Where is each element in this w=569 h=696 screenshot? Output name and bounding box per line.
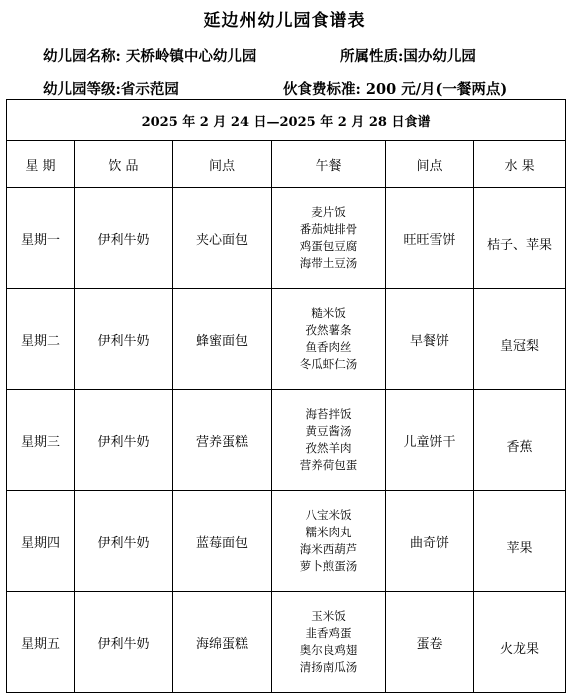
kindergarten-name-label: 幼儿园名称: [43,48,121,65]
lunch-item: 冬瓜虾仁汤 [299,357,358,371]
lunch-item: 海带土豆汤 [299,256,358,270]
fruit-cell [474,491,566,592]
snack1-cell: 蜂蜜面包 [173,289,272,390]
kindergarten-level-label: 幼儿园等级: [43,81,121,98]
lunch-item: 孜然薯条 [305,323,352,337]
kindergarten-level-line [43,78,179,99]
header-snack-morning: 间点 [173,141,272,188]
meal-fee-value: 200 元/月(一餐两点) [365,81,508,98]
fruit-cell [474,390,566,491]
day-cell: 星期四 [7,491,75,592]
menu-table [6,99,566,693]
caption-row [7,100,566,141]
lunch-item: 海米西葫芦 [299,542,358,556]
drink-cell: 伊利牛奶 [75,592,173,693]
fruit-cell [474,592,566,693]
kindergarten-name-value: 天桥岭镇中心幼儿园 [125,48,257,65]
table-row [7,188,566,289]
header-drink: 饮 品 [75,141,173,188]
day-cell: 星期二 [7,289,75,390]
lunch-item: 韭香鸡蛋 [305,626,352,640]
header-lunch: 午餐 [272,141,386,188]
meal-fee-label: 伙食费标准: [283,81,361,98]
lunch-cell [272,491,386,592]
day-cell: 星期三 [7,390,75,491]
fruit-cell [474,289,566,390]
lunch-item: 奥尔良鸡翅 [299,643,358,657]
lunch-item: 糯米肉丸 [305,525,352,539]
document-title: 延边州幼儿园食谱表 [203,11,366,31]
snack1-cell: 夹心面包 [173,188,272,289]
drink-cell: 伊利牛奶 [75,491,173,592]
lunch-item: 玉米饭 [311,609,346,623]
table-row [7,491,566,592]
day-cell: 星期五 [7,592,75,693]
header-fruit: 水 果 [474,141,566,188]
drink-cell: 伊利牛奶 [75,390,173,491]
drink-cell: 伊利牛奶 [75,188,173,289]
lunch-item: 麦片饭 [311,205,346,219]
lunch-item: 鱼香肉丝 [305,340,352,354]
table-row [7,390,566,491]
lunch-item: 鸡蛋包豆腐 [299,239,358,253]
kindergarten-nature-label: 所属性质: [340,48,404,65]
kindergarten-level-value: 省示范园 [120,81,179,98]
drink-cell: 伊利牛奶 [75,289,173,390]
snack1-cell: 海绵蛋糕 [173,592,272,693]
meal-fee-line [283,78,507,99]
lunch-item: 黄豆酱汤 [305,424,352,438]
fruit-cell [474,188,566,289]
snack1-cell: 蓝莓面包 [173,491,272,592]
lunch-item: 营养荷包蛋 [299,458,358,472]
lunch-item: 番茄炖排骨 [299,222,358,236]
snack2-cell: 早餐饼 [386,289,474,390]
lunch-item: 八宝米饭 [305,508,352,522]
table-caption: 2025 年 2 月 24 日—2025 年 2 月 28 日食谱 [7,100,566,141]
lunch-cell [272,592,386,693]
lunch-item: 孜然羊肉 [305,441,352,455]
snack2-cell: 儿童饼干 [386,390,474,491]
snack2-cell: 蛋卷 [386,592,474,693]
snack1-cell: 营养蛋糕 [173,390,272,491]
kindergarten-name-line [43,45,256,66]
lunch-cell [272,289,386,390]
header-day: 星 期 [7,141,75,188]
lunch-cell [272,188,386,289]
snack2-cell: 曲奇饼 [386,491,474,592]
lunch-item: 萝卜煎蛋汤 [299,559,358,573]
lunch-item: 清扬南瓜汤 [299,660,358,674]
header-row [7,141,566,188]
table-row [7,289,566,390]
table-row [7,592,566,693]
lunch-item: 糙米饭 [311,306,346,320]
fruit-text: 火龙果 [500,641,540,657]
kindergarten-nature-value: 国办幼儿园 [403,48,476,65]
fruit-text: 香蕉 [506,439,533,455]
fruit-text: 苹果 [506,540,533,556]
lunch-cell [272,390,386,491]
fruit-text: 皇冠梨 [500,338,540,354]
snack2-cell: 旺旺雪饼 [386,188,474,289]
lunch-item: 海苔拌饭 [305,407,352,421]
day-cell: 星期一 [7,188,75,289]
kindergarten-nature-line [340,45,476,66]
header-snack-afternoon: 间点 [386,141,474,188]
fruit-text: 桔子、苹果 [487,237,553,253]
